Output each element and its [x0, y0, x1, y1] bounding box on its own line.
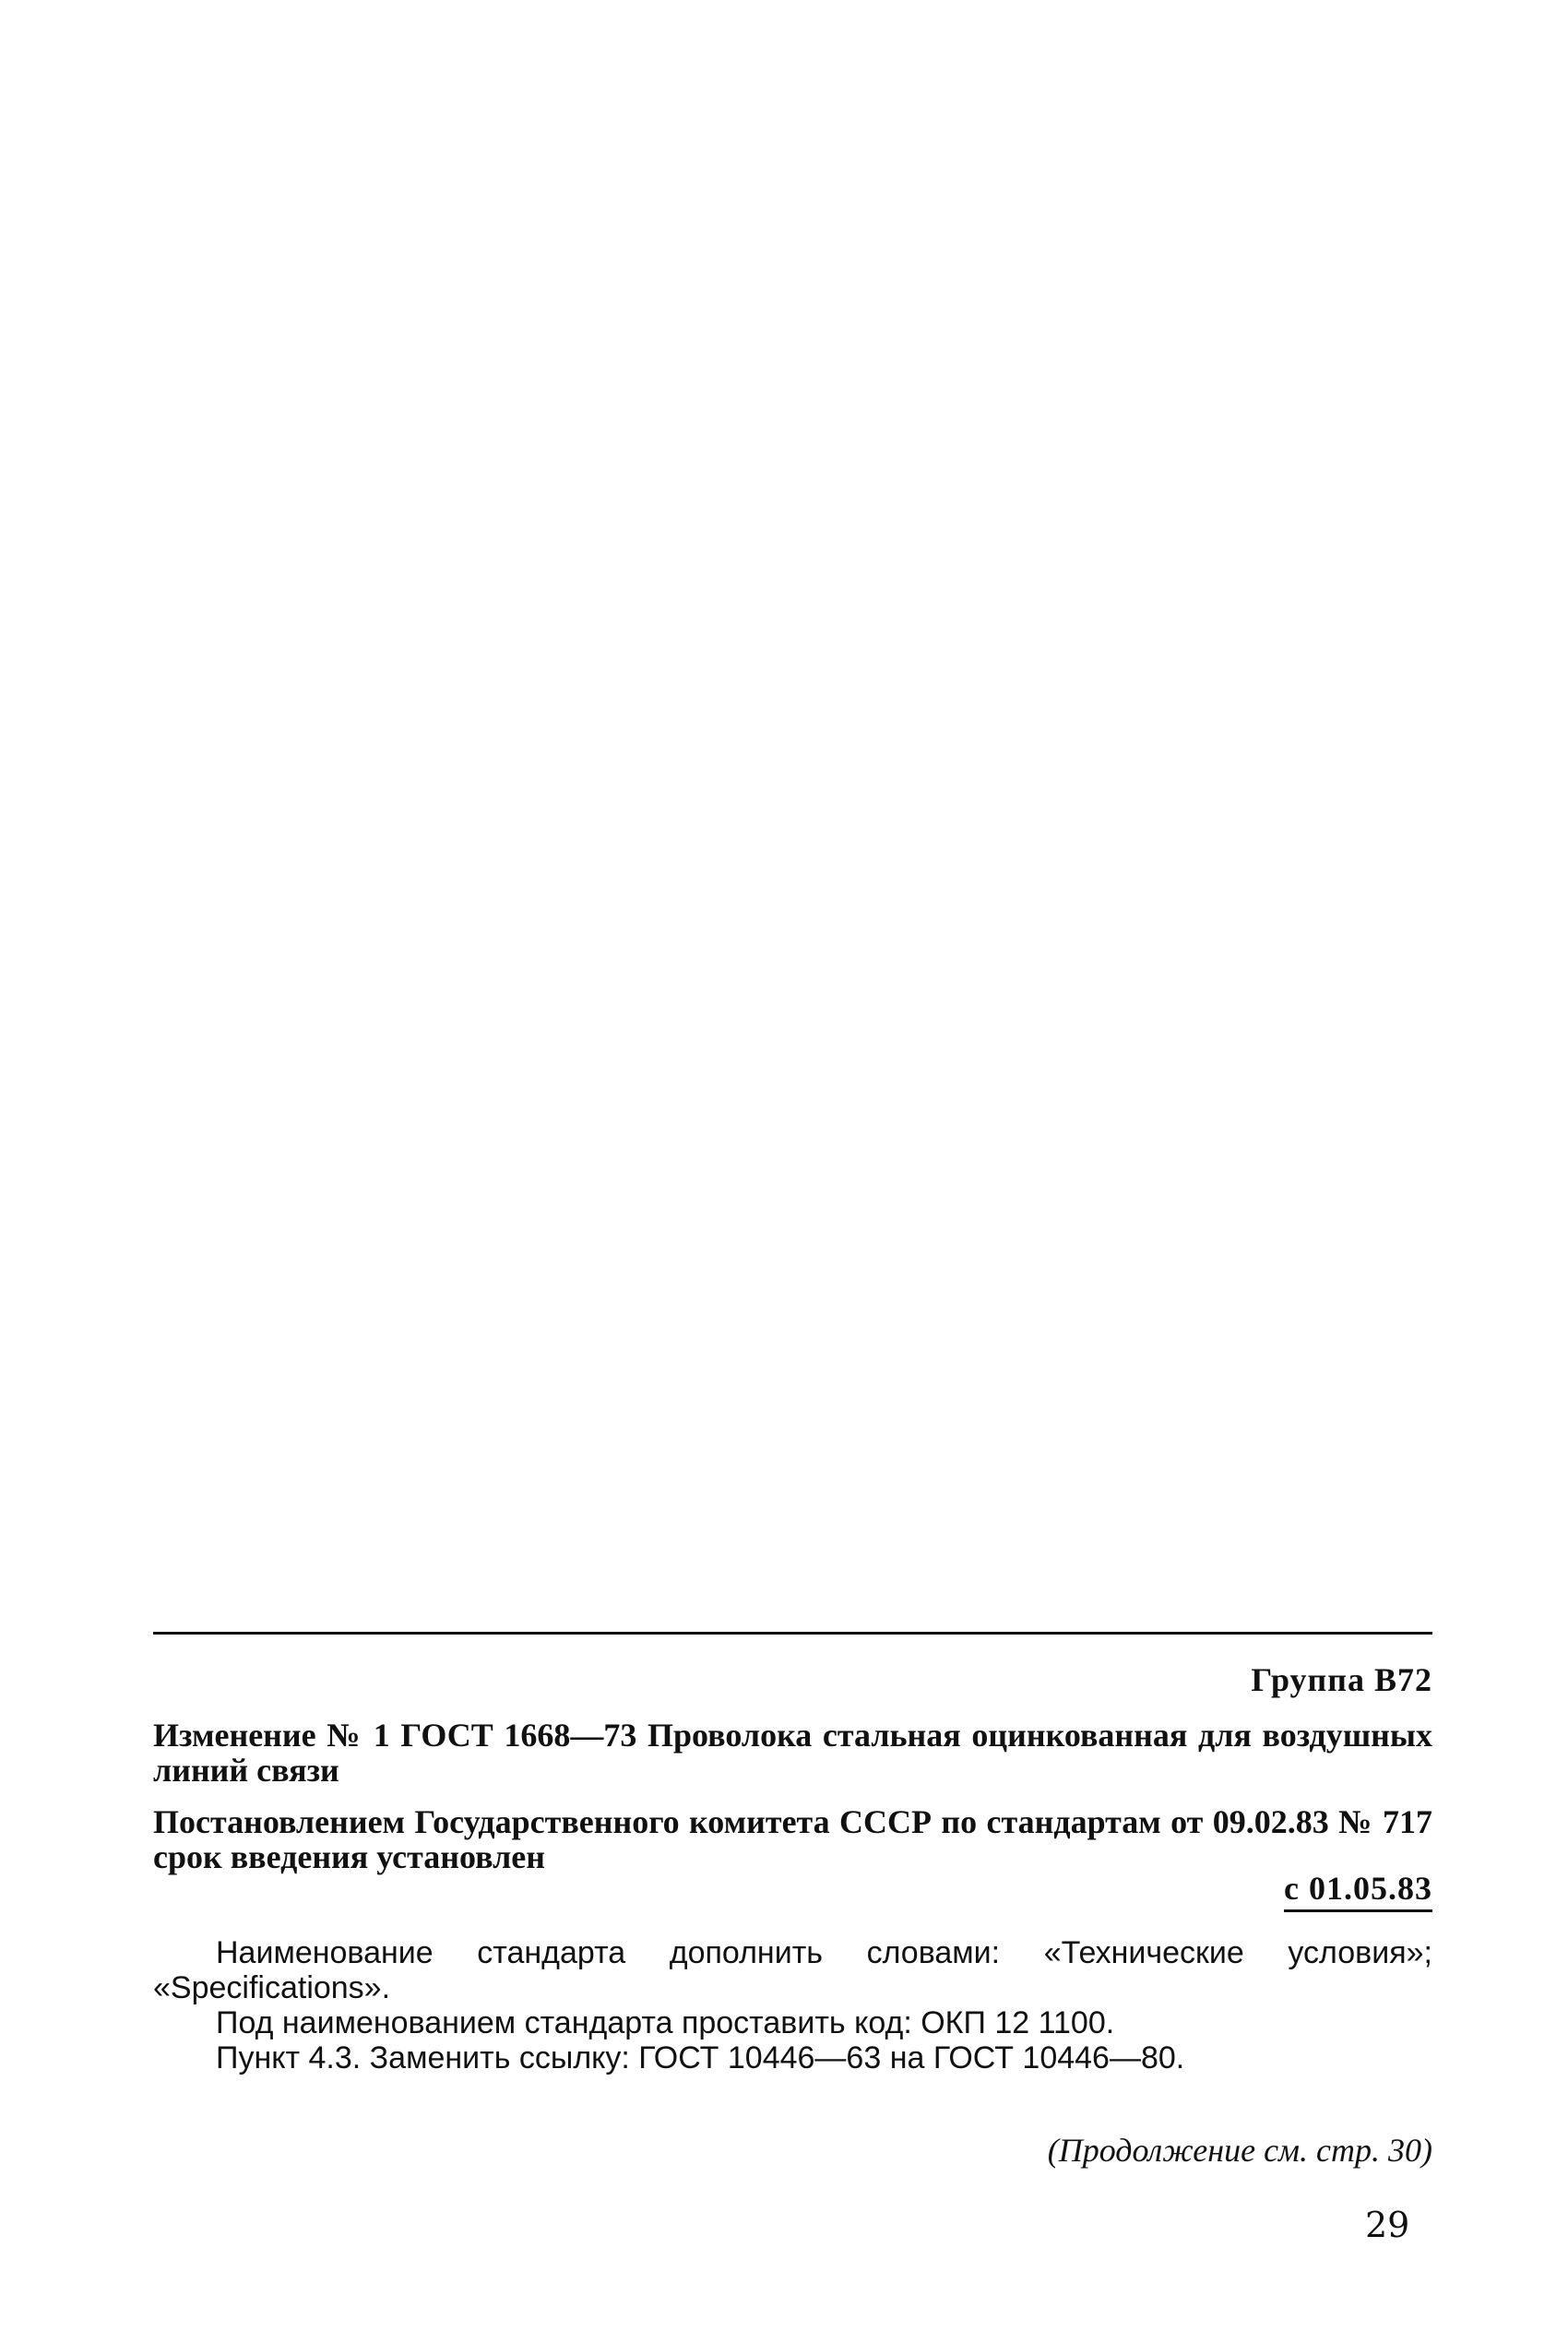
resolution-text: Постановлением Государственного комитета СССР по стандартам от 09.02.83 № 717 срок введения установлен — [153, 1803, 1432, 1875]
group-label: Группа В72 — [1251, 1661, 1432, 1698]
amendment-title: Изменение № 1 ГОСТ 1668—73 Проволока стальная оцинкованная для воздушных линий связи — [153, 1717, 1432, 1789]
page-number: 29 — [1365, 2205, 1410, 2245]
paragraph-okp-code: Под наименованием стандарта проставить код: ОКП 12 1100. — [216, 2005, 1115, 2040]
paragraph-reference-change: Пункт 4.3. Заменить ссылку: ГОСТ 10446—63 на ГОСТ 10446—80. — [216, 2040, 1185, 2075]
continuation-note: (Продолжение см. стр. 30) — [1047, 2132, 1432, 2169]
paragraph-title-addition: Наименование стандарта дополнить словами: «Технические условия»; «Specifications». — [153, 1935, 1432, 2005]
effective-date: с 01.05.83 — [1284, 1869, 1432, 1912]
top-rule — [153, 1632, 1432, 1635]
amendment-body — [153, 1935, 1432, 2075]
